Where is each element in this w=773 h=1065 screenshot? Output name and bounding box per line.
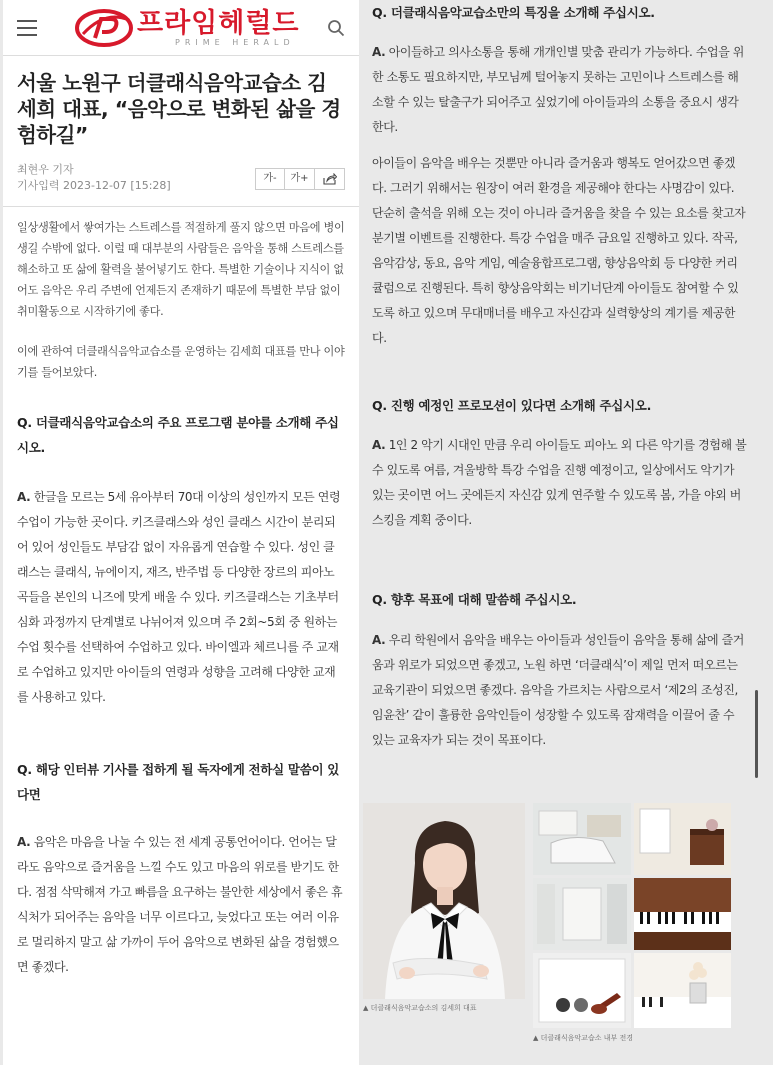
scrollbar-thumb[interactable] bbox=[755, 690, 758, 778]
publish-date: 기사입력 2023-12-07 [15:28] bbox=[17, 179, 171, 192]
portrait-photo bbox=[363, 803, 525, 999]
font-decrease-button[interactable]: 가- bbox=[255, 168, 285, 190]
answer-text: 아이들하고 의사소통을 통해 개개인별 맞춤 관리가 가능하다. 수업을 위한 소통도 필요하지만, 부모님께 털어놓지 못하는 고민이나 스트레스를 해소할 수 있는 탈출구가 되어주고 싶었기에 아이들과의 소통을 중요시 생각한다. bbox=[372, 45, 744, 134]
question-2: Q. 해당 인터뷰 기사를 접하게 될 독자에게 전하실 말씀이 있다면 bbox=[17, 762, 340, 802]
answer-text: 음악은 마음을 나눌 수 있는 전 세계 공통언어이다. 언어는 달라도 음악으로 즐거움을 느낄 수도 있고 마음의 위로를 받기도 한다. 점점 삭막해져 가고 빠름을 요구하는 불안한 세상에서 좋은 휴식처가 되어주는 음악을 너무 이르다고, 늦었다고 또는 여러 이유로 멀리하지 말고 삶 가까이 두어 음악으로 변화된 삶을 경험했으면 좋겠다. bbox=[17, 835, 343, 974]
interior-photo bbox=[533, 953, 631, 1028]
question-3: Q. 더클래식음악교습소만의 특징을 소개해 주십시오. bbox=[372, 5, 655, 20]
interior-photo-grid bbox=[533, 803, 731, 1028]
answer-5 bbox=[372, 628, 748, 753]
answer-label: A. bbox=[372, 438, 386, 452]
answer-label: A. bbox=[372, 633, 386, 647]
lead-paragraph: 이에 관하여 더클래식음악교습소를 운영하는 김세희 대표를 만나 이야기를 들어보았다. bbox=[17, 345, 345, 379]
search-icon[interactable] bbox=[327, 19, 345, 37]
answer-label: A. bbox=[17, 835, 31, 849]
answer-text: 1인 2 악기 시대인 만큼 우리 아이들도 피아노 외 다른 악기를 경험해 볼 수 있도록 여름, 겨울방학 특강 수업을 진행 예정이고, 일상에서도 악기가 있는 곳이면 어느 곳에든지 자신감 있게 연주할 수 있도록 봄, 가을 야외 버스킹을 계획 중이다. bbox=[372, 438, 747, 527]
question-5: Q. 향후 목표에 대해 말씀해 주십시오. bbox=[372, 592, 577, 607]
interior-photo bbox=[634, 953, 731, 1028]
share-icon bbox=[323, 173, 337, 185]
interior-photo bbox=[634, 878, 731, 950]
answer-3-extra: 아이들이 음악을 배우는 것뿐만 아니라 즐거움과 행복도 얻어갔으면 좋겠다. 그러기 위해서는 원장이 여러 환경을 제공해야 한다는 사명감이 있다. 단순히 출석을 위해 오는 것이 아니라 즐거움을 찾을 수 있는 요소를 찾고자 분기별 이벤트를 진행한다. 특강 수업을 매주 금요일 진행하고 있다. 작곡, 음악감상, 동요, 음악 게임, 예술융합프로그램, 향상음악회 등 다양한 커리큘럼으로 진행된다. 특히 향상음악회는 비기너단계 아이들도 참여할 수 있도록 하고 있으며 무대매너를 배우고 자신감과 실력향상의 계기를 제공한다. bbox=[372, 156, 746, 345]
share-button[interactable] bbox=[315, 168, 345, 190]
hamburger-menu-icon[interactable] bbox=[17, 20, 37, 36]
answer-3 bbox=[372, 40, 748, 140]
reporter-name: 최현우 기자 bbox=[17, 163, 74, 176]
logo-text: 프라임헤럴드 bbox=[137, 7, 300, 39]
interior-photo bbox=[533, 803, 631, 875]
article-left-panel bbox=[3, 0, 359, 1065]
answer-label: A. bbox=[17, 490, 31, 504]
portrait-caption: ▲ 더클래식음악교습소의 김세희 대표 bbox=[363, 1004, 477, 1012]
lead-paragraph: 일상생활에서 쌓여가는 스트레스를 적절하게 풀지 않으면 마음에 병이 생길 수밖에 없다. 이럴 때 대부분의 사람들은 음악을 통해 스트레스를 해소하고 또 삶에 활력을 불어넣기도 한다. 특별한 기술이나 지식이 없어도 음악은 우리 주변에 언제든지 존재하기 때문에 특별한 부담 없이 취미활동으로 시작하기에 좋다. bbox=[17, 221, 345, 318]
font-increase-button[interactable]: 가+ bbox=[285, 168, 315, 190]
question-4: Q. 진행 예정인 프로모션이 있다면 소개해 주십시오. bbox=[372, 398, 652, 413]
article-headline: 서울 노원구 더클래식음악교습소 김세희 대표, “음악으로 변화된 삶을 경험하길” bbox=[17, 71, 341, 147]
site-logo[interactable] bbox=[75, 8, 300, 48]
answer-2 bbox=[17, 830, 345, 980]
answer-4 bbox=[372, 433, 748, 533]
answer-1 bbox=[17, 485, 345, 710]
question-1: Q. 더클래식음악교습소의 주요 프로그램 분야를 소개해 주십시오. bbox=[17, 415, 339, 455]
photo-area bbox=[363, 803, 743, 1045]
logo-subtext: PRIME HERALD bbox=[175, 37, 295, 47]
answer-text: 우리 학원에서 음악을 배우는 아이들과 성인들이 음악을 통해 삶에 즐거움과 위로가 되었으면 좋겠고, 노원 하면 ‘더클래식’이 제일 먼저 떠오르는 교육기관이 되었으면 좋겠다. 음악을 가르치는 사람으로서 ‘제2의 조성진, 임윤찬’ 같이 훌륭한 음악인들이 성장할 수 있도록 잠재력을 이끌어 줄 수 있는 교육자가 되는 것이 목표이다. bbox=[372, 633, 744, 747]
article-meta bbox=[17, 162, 345, 194]
interior-caption: ▲ 더클래식음악교습소 내부 전경 bbox=[533, 1034, 633, 1042]
article-lead bbox=[3, 207, 359, 383]
answer-label: A. bbox=[372, 45, 386, 59]
interior-photo bbox=[634, 803, 731, 875]
top-bar bbox=[3, 0, 359, 56]
portrait-illustration bbox=[363, 803, 525, 999]
answer-text: 한글을 모르는 5세 유아부터 70대 이상의 성인까지 모든 연령 수업이 가능한 곳이다. 키즈클래스와 성인 클래스 시간이 분리되어 있어 성인들도 부담감 없이 자유롭게 연습할 수 있다. 성인 클래스는 클래식, 뉴에이지, 재즈, 반주법 등 다양한 장르의 피아노곡들을 본인의 니즈에 맞게 배울 수 있다. 키즈클래스는 기초부터 심화 과정까지 단계별로 나뉘어져 있으며 주 2회~5회 중 원하는 수업 횟수를 선택하여 수업하고 있다. 바이엘과 체르니를 주 교재로 수업하고 있지만 아이들의 연령과 성향을 고려해 다양한 교재를 사용하고 있다. bbox=[17, 490, 341, 704]
logo-mark-icon bbox=[75, 8, 133, 48]
interior-photo bbox=[533, 878, 631, 950]
